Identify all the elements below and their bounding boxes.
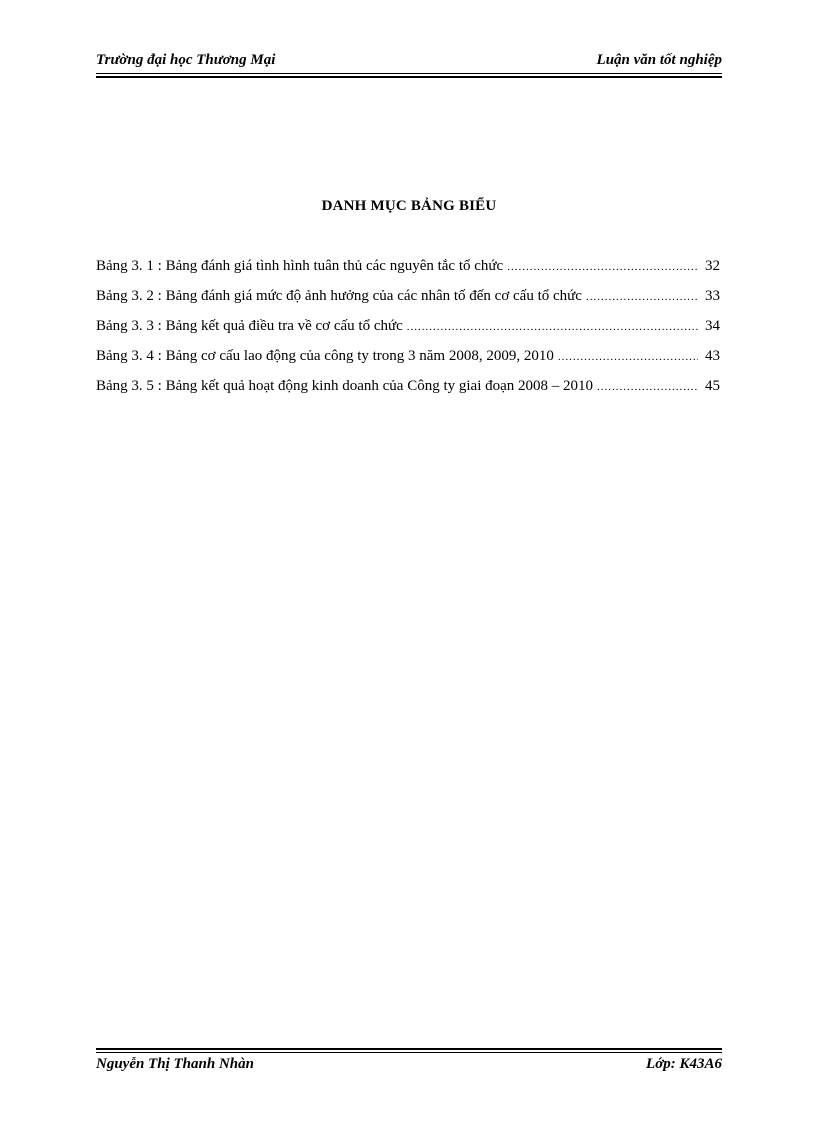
toc-entry[interactable]	[96, 318, 720, 348]
toc-entry[interactable]	[96, 348, 720, 378]
toc-entry-label: Bảng 3. 3 : Bảng kết quả điều tra về cơ cấu tổ chức	[96, 318, 403, 334]
header-university: Trường đại học Thương Mại	[96, 52, 276, 68]
toc-entry-label: Bảng 3. 2 : Bảng đánh giá mức độ ảnh hưởng của các nhân tố đến cơ cấu tổ chức	[96, 288, 582, 304]
table-of-tables	[96, 258, 720, 408]
toc-entry[interactable]	[96, 258, 720, 288]
toc-entry-page: 32	[705, 258, 720, 274]
footer-author: Nguyễn Thị Thanh Nhàn	[96, 1056, 254, 1072]
toc-entry[interactable]	[96, 378, 720, 408]
toc-dot-leader	[558, 351, 698, 363]
toc-entry-label: Bảng 3. 1 : Bảng đánh giá tình hình tuân thủ các nguyên tắc tổ chức	[96, 258, 504, 274]
toc-dot-leader	[507, 261, 698, 273]
toc-entry-page: 43	[705, 348, 720, 364]
toc-entry-label: Bảng 3. 5 : Bảng kết quả hoạt động kinh doanh của Công ty giai đoạn 2008 – 2010	[96, 378, 594, 394]
toc-entry-page: 34	[705, 318, 720, 334]
footer-rule-thin	[96, 1052, 722, 1053]
toc-dot-leader	[586, 291, 698, 303]
header-document-type: Luận văn tốt nghiệp	[596, 52, 722, 68]
page-header	[96, 52, 722, 74]
footer-class: Lớp: K43A6	[646, 1056, 722, 1072]
toc-entry-page: 33	[705, 288, 720, 304]
page-footer	[96, 1056, 722, 1078]
header-rule-thin	[96, 73, 722, 74]
footer-rule-thick	[96, 1048, 722, 1050]
toc-entry[interactable]	[96, 288, 720, 318]
toc-dot-leader	[407, 321, 698, 333]
page-title: DANH MỤC BẢNG BIỂU	[321, 198, 497, 214]
toc-entry-page: 45	[705, 378, 720, 394]
toc-entry-label: Bảng 3. 4 : Bảng cơ cấu lao động của công ty trong 3 năm 2008, 2009, 2010	[96, 348, 554, 364]
toc-dot-leader	[597, 381, 698, 393]
header-rule-thick	[96, 76, 722, 78]
